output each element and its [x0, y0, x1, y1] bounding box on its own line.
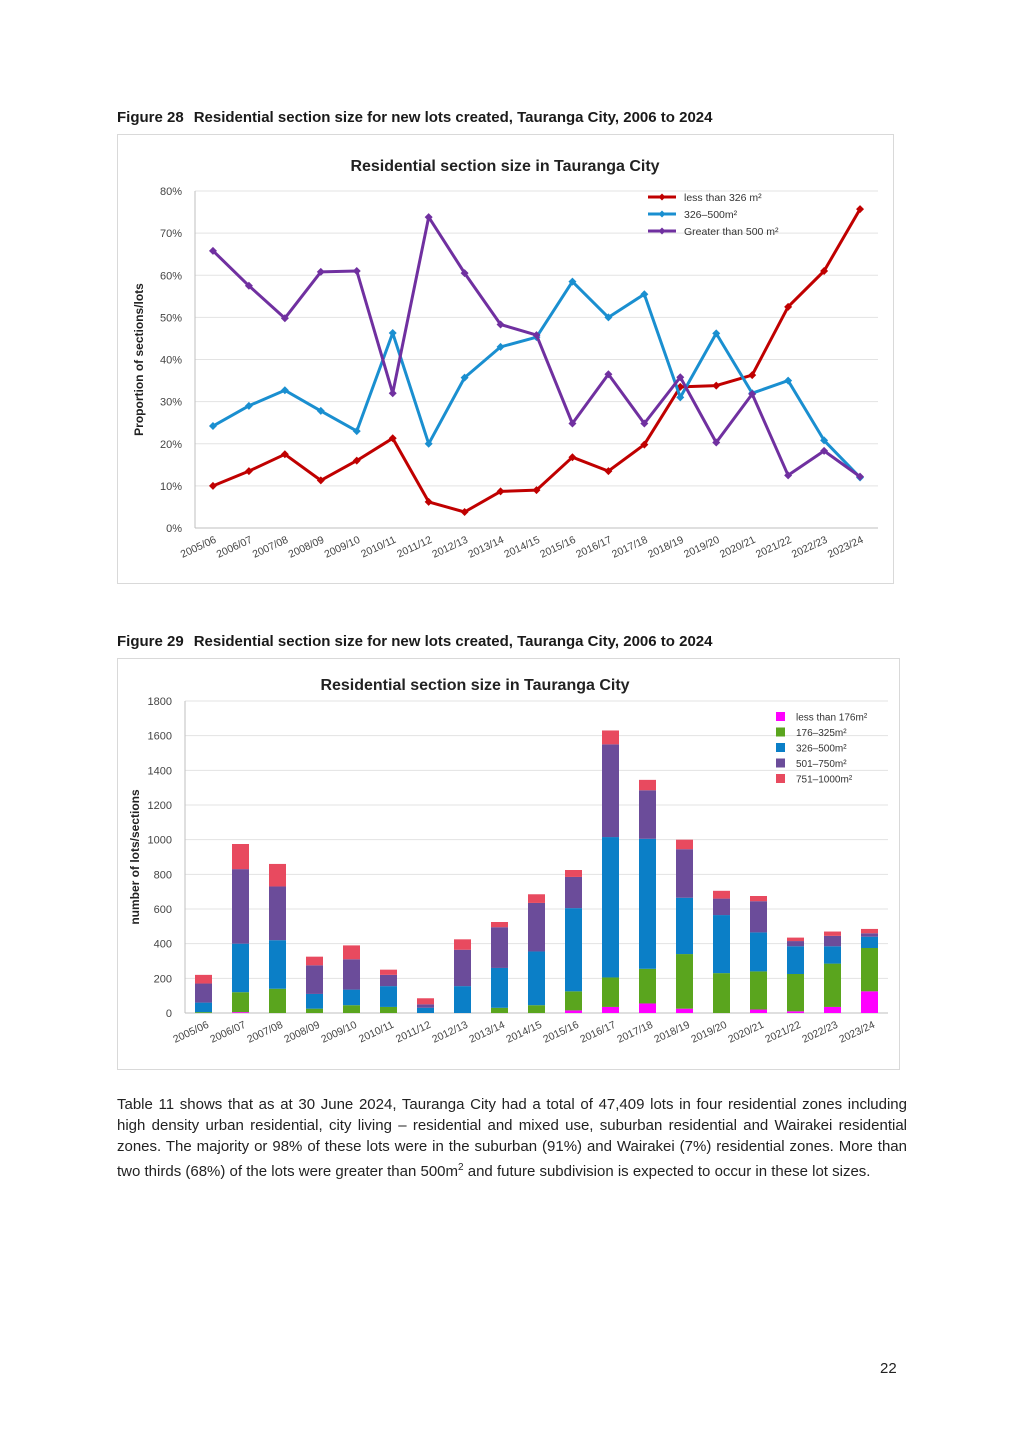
bar-legend-label: less than 176m²	[796, 712, 868, 724]
bar-segment-series-4	[824, 932, 841, 936]
bar-chart-ylabel: number of lots/sections	[128, 789, 142, 925]
bar-segment-series-2	[195, 1003, 212, 1013]
bar-segment-series-2	[232, 944, 249, 993]
figure-29-caption	[117, 633, 712, 650]
bar-chart-xtick-label: 2007/08	[245, 1018, 285, 1046]
bar-segment-series-3	[343, 959, 360, 989]
line-chart-xtick-label: 2012/13	[430, 533, 470, 561]
figure-29-number: Figure 29	[117, 633, 184, 650]
line-chart-xtick-label: 2015/16	[538, 533, 578, 561]
bar-chart-xtick-label: 2009/10	[319, 1018, 359, 1046]
bar-segment-series-1	[676, 954, 693, 1009]
bar-segment-series-1	[787, 974, 804, 1011]
line-legend-label: Greater than 500 m²	[684, 226, 779, 238]
bar-chart-ytick-label: 1600	[147, 730, 172, 743]
line-chart-ytick-label: 0%	[166, 523, 182, 535]
line-chart-xtick-label: 2008/09	[286, 533, 327, 561]
bar-segment-series-4	[602, 730, 619, 744]
bar-segment-series-4	[528, 894, 545, 903]
bar-segment-series-2	[639, 839, 656, 969]
bar-chart-xtick-label: 2019/20	[689, 1018, 729, 1046]
line-chart-xtick-label: 2017/18	[610, 533, 650, 561]
bar-segment-series-2	[750, 932, 767, 971]
bar-chart-xtick-label: 2015/16	[541, 1018, 581, 1046]
bar-segment-series-4	[454, 939, 471, 949]
bar-segment-series-4	[232, 844, 249, 869]
bar-segment-series-4	[676, 840, 693, 850]
line-chart-xtick-label: 2021/22	[753, 533, 794, 561]
bar-segment-series-4	[195, 975, 212, 984]
line-series-2-point	[353, 267, 361, 275]
bar-segment-series-2	[491, 968, 508, 1008]
body-paragraph	[117, 1094, 907, 1182]
figure-28-chart	[117, 134, 894, 584]
bar-segment-series-3	[491, 927, 508, 968]
line-chart-ytick-label: 40%	[159, 354, 182, 367]
bar-chart-xtick-label: 2018/19	[652, 1018, 692, 1046]
bar-legend-swatch	[776, 728, 785, 737]
line-chart-svg	[118, 135, 893, 583]
bar-chart-xtick-label: 2021/22	[763, 1018, 803, 1046]
line-legend-label: less than 326 m²	[684, 192, 762, 204]
line-chart-xtick-label: 2016/17	[574, 533, 614, 561]
bar-chart-xtick-label: 2012/13	[430, 1018, 470, 1046]
bar-chart-xtick-label: 2016/17	[578, 1018, 618, 1046]
line-chart-xtick-label: 2005/06	[178, 533, 219, 561]
line-chart-xtick-label: 2014/15	[502, 533, 542, 561]
bar-segment-series-2	[787, 946, 804, 974]
line-legend-marker	[659, 211, 666, 218]
bar-segment-series-4	[861, 929, 878, 933]
bar-legend-label: 501–750m²	[796, 759, 847, 770]
bar-legend-swatch	[776, 759, 785, 768]
bar-segment-series-3	[787, 941, 804, 946]
bar-segment-series-4	[787, 938, 804, 941]
line-series-2	[213, 217, 860, 477]
bar-segment-series-1	[269, 989, 286, 1013]
bar-chart-svg	[118, 659, 899, 1069]
figure-28-title: Residential section size for new lots created, Tauranga City, 2006 to 2024	[193, 109, 713, 126]
bar-segment-series-1	[824, 964, 841, 1007]
bar-segment-series-1	[380, 1007, 397, 1013]
bar-chart-xtick-label: 2008/09	[282, 1018, 322, 1046]
bar-segment-series-1	[750, 971, 767, 1009]
bar-segment-series-1	[195, 1012, 212, 1013]
bar-segment-series-0	[232, 1012, 249, 1013]
bar-segment-series-2	[454, 986, 471, 1013]
bar-segment-series-2	[602, 837, 619, 977]
bar-segment-series-3	[750, 901, 767, 932]
page-number: 22	[880, 1360, 897, 1377]
bar-segment-series-3	[676, 849, 693, 898]
bar-chart-ytick-label: 0	[165, 1008, 172, 1020]
bar-segment-series-1	[306, 1009, 323, 1013]
bar-segment-series-4	[639, 780, 656, 790]
bar-segment-series-4	[750, 896, 767, 901]
bar-segment-series-3	[195, 984, 212, 1003]
line-chart-ytick-label: 10%	[159, 480, 182, 493]
bar-chart-xtick-label: 2020/21	[726, 1018, 766, 1046]
figure-28-caption	[117, 109, 712, 126]
bar-chart-title: Residential section size in Tauranga City	[320, 677, 630, 694]
bar-segment-series-3	[639, 790, 656, 839]
bar-legend-swatch	[776, 774, 785, 783]
bar-chart-ytick-label: 400	[153, 938, 172, 951]
bar-segment-series-3	[565, 877, 582, 908]
bar-segment-series-0	[824, 1007, 841, 1013]
line-series-0-point	[209, 482, 217, 490]
bar-segment-series-3	[380, 975, 397, 986]
bar-legend-label: 176–325m²	[796, 728, 847, 739]
bar-segment-series-4	[380, 970, 397, 975]
bar-segment-series-3	[861, 933, 878, 936]
bar-chart-xtick-label: 2011/12	[393, 1018, 433, 1046]
bar-chart-xtick-label: 2010/11	[356, 1018, 396, 1046]
line-chart-xtick-label: 2007/08	[250, 533, 291, 561]
bar-legend-label: 751–1000m²	[796, 774, 853, 786]
bar-segment-series-1	[491, 1008, 508, 1013]
line-chart-xtick-label: 2020/21	[717, 533, 758, 561]
bar-chart-ytick-label: 800	[153, 869, 172, 882]
bar-segment-series-3	[454, 950, 471, 986]
bar-segment-series-4	[565, 870, 582, 877]
paragraph-text-2: and future subdivision is expected to occur in these lot sizes.	[463, 1163, 871, 1180]
line-chart-xtick-label: 2011/12	[395, 533, 434, 561]
bar-segment-series-4	[269, 864, 286, 887]
bar-segment-series-1	[565, 991, 582, 1010]
bar-chart-ytick-label: 1200	[147, 800, 172, 812]
line-chart-ytick-label: 50%	[159, 312, 182, 325]
bar-segment-series-1	[639, 969, 656, 1004]
bar-segment-series-3	[602, 744, 619, 837]
bar-segment-series-4	[417, 998, 434, 1004]
bar-segment-series-0	[787, 1011, 804, 1013]
line-series-2-point	[389, 389, 397, 397]
bar-segment-series-4	[491, 922, 508, 927]
line-chart-xtick-label: 2009/10	[322, 533, 363, 561]
line-chart-ytick-label: 70%	[159, 228, 182, 241]
line-chart-ytick-label: 60%	[159, 270, 182, 283]
line-series-0	[213, 209, 860, 512]
line-legend-label: 326–500m²	[684, 209, 738, 221]
figure-29-title: Residential section size for new lots created, Tauranga City, 2006 to 2024	[193, 633, 713, 650]
bar-segment-series-2	[713, 915, 730, 973]
bar-segment-series-2	[861, 937, 878, 948]
paragraph-superscript: 2	[458, 1162, 464, 1173]
line-chart-ylabel: Proportion of sections/lots	[132, 283, 146, 436]
bar-segment-series-0	[602, 1007, 619, 1013]
bar-segment-series-3	[713, 899, 730, 915]
figure-29-chart	[117, 658, 900, 1070]
line-chart-xtick-label: 2010/11	[359, 533, 398, 561]
bar-segment-series-2	[343, 990, 360, 1006]
bar-chart-ytick-label: 1000	[147, 834, 172, 847]
bar-segment-series-2	[417, 1008, 434, 1013]
line-chart-xtick-label: 2019/20	[682, 533, 722, 561]
line-chart-xtick-label: 2022/23	[789, 533, 830, 561]
line-chart-title: Residential section size in Tauranga City	[350, 158, 660, 175]
bar-segment-series-2	[824, 946, 841, 963]
bar-legend-swatch	[776, 743, 785, 752]
bar-segment-series-2	[380, 986, 397, 1007]
bar-segment-series-4	[343, 945, 360, 959]
bar-segment-series-3	[269, 886, 286, 940]
bar-chart-xtick-label: 2006/07	[208, 1018, 248, 1046]
bar-segment-series-0	[861, 991, 878, 1013]
bar-segment-series-1	[343, 1005, 360, 1013]
bar-segment-series-0	[676, 1009, 693, 1013]
bar-segment-series-1	[528, 1005, 545, 1013]
bar-segment-series-3	[306, 965, 323, 994]
bar-chart-xtick-label: 2005/06	[171, 1018, 211, 1046]
line-chart-xtick-label: 2018/19	[646, 533, 686, 561]
line-chart-xtick-label: 2023/24	[825, 533, 866, 561]
line-legend-marker	[659, 194, 666, 201]
bar-segment-series-1	[861, 948, 878, 991]
bar-segment-series-4	[306, 957, 323, 966]
line-chart-ytick-label: 80%	[159, 186, 182, 198]
bar-chart-xtick-label: 2013/14	[467, 1018, 507, 1046]
bar-chart-ytick-label: 1800	[147, 696, 172, 708]
bar-segment-series-2	[528, 951, 545, 1005]
bar-segment-series-4	[713, 891, 730, 899]
bar-chart-ytick-label: 600	[153, 904, 172, 916]
bar-chart-xtick-label: 2017/18	[615, 1018, 655, 1046]
line-series-0-point	[712, 382, 720, 390]
line-chart-xtick-label: 2013/14	[466, 533, 506, 561]
figure-28-number: Figure 28	[117, 109, 184, 126]
bar-segment-series-1	[232, 992, 249, 1012]
bar-segment-series-0	[750, 1010, 767, 1013]
bar-chart-xtick-label: 2014/15	[504, 1018, 544, 1046]
line-series-1	[213, 282, 860, 478]
bar-chart-ytick-label: 1400	[147, 765, 172, 778]
bar-segment-series-3	[417, 1004, 434, 1007]
bar-segment-series-1	[602, 977, 619, 1006]
bar-legend-label: 326–500m²	[796, 743, 847, 755]
bar-segment-series-1	[713, 973, 730, 1013]
bar-segment-series-3	[528, 903, 545, 952]
bar-segment-series-2	[306, 994, 323, 1009]
line-series-1-point	[389, 329, 397, 337]
bar-segment-series-0	[639, 1003, 656, 1013]
bar-chart-ytick-label: 200	[153, 973, 172, 986]
paragraph-text-1: Table 11 shows that as at 30 June 2024, Tauranga City had a total of 47,409 lots in four residential zones including high density urban residential, city living – residential and mixed use, suburban residential and Wairakei residential zones. The majority or 98% of these lots were in the suburban (91%) and Wairakei (7%) residential zones. More than two thirds (68%) of the lots were greater than 500m	[117, 1096, 907, 1180]
bar-chart-xtick-label: 2023/24	[837, 1018, 877, 1046]
bar-segment-series-2	[269, 940, 286, 989]
bar-segment-series-3	[824, 936, 841, 946]
bar-legend-swatch	[776, 712, 785, 721]
line-chart-xtick-label: 2006/07	[214, 533, 255, 561]
line-chart-ytick-label: 30%	[159, 396, 182, 409]
bar-chart-xtick-label: 2022/23	[800, 1018, 840, 1046]
bar-segment-series-3	[232, 869, 249, 944]
line-chart-ytick-label: 20%	[159, 438, 182, 451]
bar-segment-series-2	[565, 908, 582, 991]
bar-segment-series-0	[565, 1010, 582, 1013]
bar-segment-series-2	[676, 898, 693, 954]
